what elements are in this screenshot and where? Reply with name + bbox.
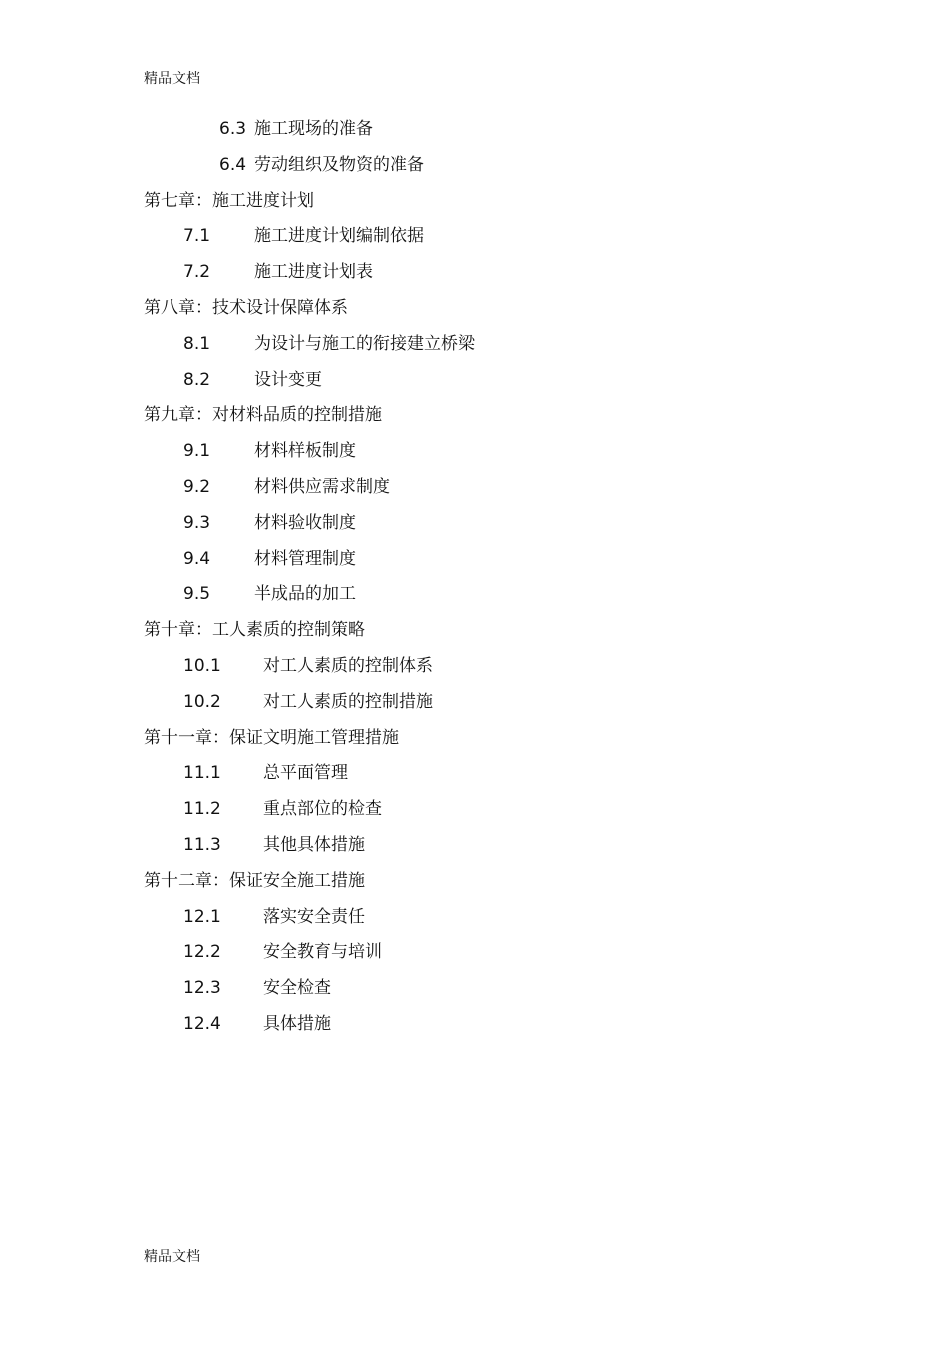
section-title: 劳动组织及物资的准备 — [254, 154, 424, 175]
section-number: 11.3 — [183, 834, 221, 855]
section-number: 7.1 — [183, 226, 211, 247]
toc-section-item — [0, 438, 950, 474]
toc-section-item — [0, 975, 950, 1011]
toc-section-item — [0, 939, 950, 975]
section-title: 材料管理制度 — [254, 548, 356, 569]
section-title: 半成品的加工 — [254, 584, 356, 605]
toc-section-item — [0, 653, 950, 689]
toc-chapter-item — [0, 617, 950, 653]
page-header: 精品文档 — [144, 71, 200, 87]
toc-section-item — [0, 796, 950, 832]
toc-section-item — [0, 474, 950, 510]
toc-section-item — [0, 1011, 950, 1047]
section-title: 材料供应需求制度 — [254, 476, 390, 497]
toc-section-item — [0, 546, 950, 582]
section-title: 为设计与施工的衔接建立桥梁 — [254, 333, 475, 354]
section-number: 6.4 — [219, 154, 247, 175]
toc-section-item — [0, 331, 950, 367]
section-number: 6.3 — [219, 119, 247, 139]
toc-section-item — [0, 223, 950, 259]
section-number: 10.1 — [183, 655, 221, 676]
section-number: 8.2 — [183, 369, 211, 390]
chapter-title: 第七章：施工进度计划 — [144, 190, 314, 211]
section-number: 12.3 — [183, 978, 221, 999]
section-title: 施工进度计划编制依据 — [254, 226, 424, 247]
section-number: 9.1 — [183, 441, 211, 462]
toc-section-item — [0, 581, 950, 617]
section-number: 9.2 — [183, 476, 211, 497]
section-title: 落实安全责任 — [263, 906, 365, 927]
section-title: 安全检查 — [263, 978, 331, 999]
toc-chapter-item — [0, 725, 950, 761]
toc-section-item — [0, 152, 950, 188]
section-title: 重点部位的检查 — [263, 799, 382, 820]
toc-chapter-item — [0, 402, 950, 438]
toc-chapter-item — [0, 188, 950, 224]
section-number: 11.2 — [183, 799, 221, 820]
toc-chapter-item — [0, 295, 950, 331]
section-number: 10.2 — [183, 691, 221, 712]
section-number: 11.1 — [183, 763, 221, 784]
section-title: 设计变更 — [254, 369, 322, 390]
section-title: 对工人素质的控制体系 — [263, 655, 433, 676]
section-title: 其他具体措施 — [263, 834, 365, 855]
section-title: 具体措施 — [263, 1013, 331, 1034]
toc-section-item — [0, 760, 950, 796]
toc-section-item — [0, 367, 950, 403]
section-title: 材料验收制度 — [254, 512, 356, 533]
chapter-title: 第八章：技术设计保障体系 — [144, 297, 348, 318]
section-number: 9.4 — [183, 548, 211, 569]
section-number: 8.1 — [183, 333, 211, 354]
toc-section-item — [0, 259, 950, 295]
toc-chapter-item — [0, 868, 950, 904]
section-number: 9.5 — [183, 584, 211, 605]
chapter-title: 第十二章：保证安全施工措施 — [144, 870, 365, 891]
section-number: 7.2 — [183, 262, 211, 283]
toc-section-item — [0, 689, 950, 725]
section-number: 12.4 — [183, 1013, 221, 1034]
toc-section-item — [0, 510, 950, 546]
table-of-contents — [0, 116, 950, 1047]
chapter-title: 第十一章：保证文明施工管理措施 — [144, 727, 399, 748]
section-title: 材料样板制度 — [254, 441, 356, 462]
section-number: 12.2 — [183, 942, 221, 963]
page-footer: 精品文档 — [144, 1249, 200, 1265]
section-title: 施工现场的准备 — [254, 119, 373, 139]
chapter-title: 第九章：对材料品质的控制措施 — [144, 405, 382, 426]
section-title: 总平面管理 — [263, 763, 348, 784]
section-number: 9.3 — [183, 512, 211, 533]
section-number: 12.1 — [183, 906, 221, 927]
section-title: 安全教育与培训 — [263, 942, 382, 963]
chapter-title: 第十章：工人素质的控制策略 — [144, 620, 365, 641]
section-title: 施工进度计划表 — [254, 262, 373, 283]
toc-section-item — [0, 116, 950, 152]
toc-section-item — [0, 832, 950, 868]
toc-section-item — [0, 904, 950, 940]
section-title: 对工人素质的控制措施 — [263, 691, 433, 712]
